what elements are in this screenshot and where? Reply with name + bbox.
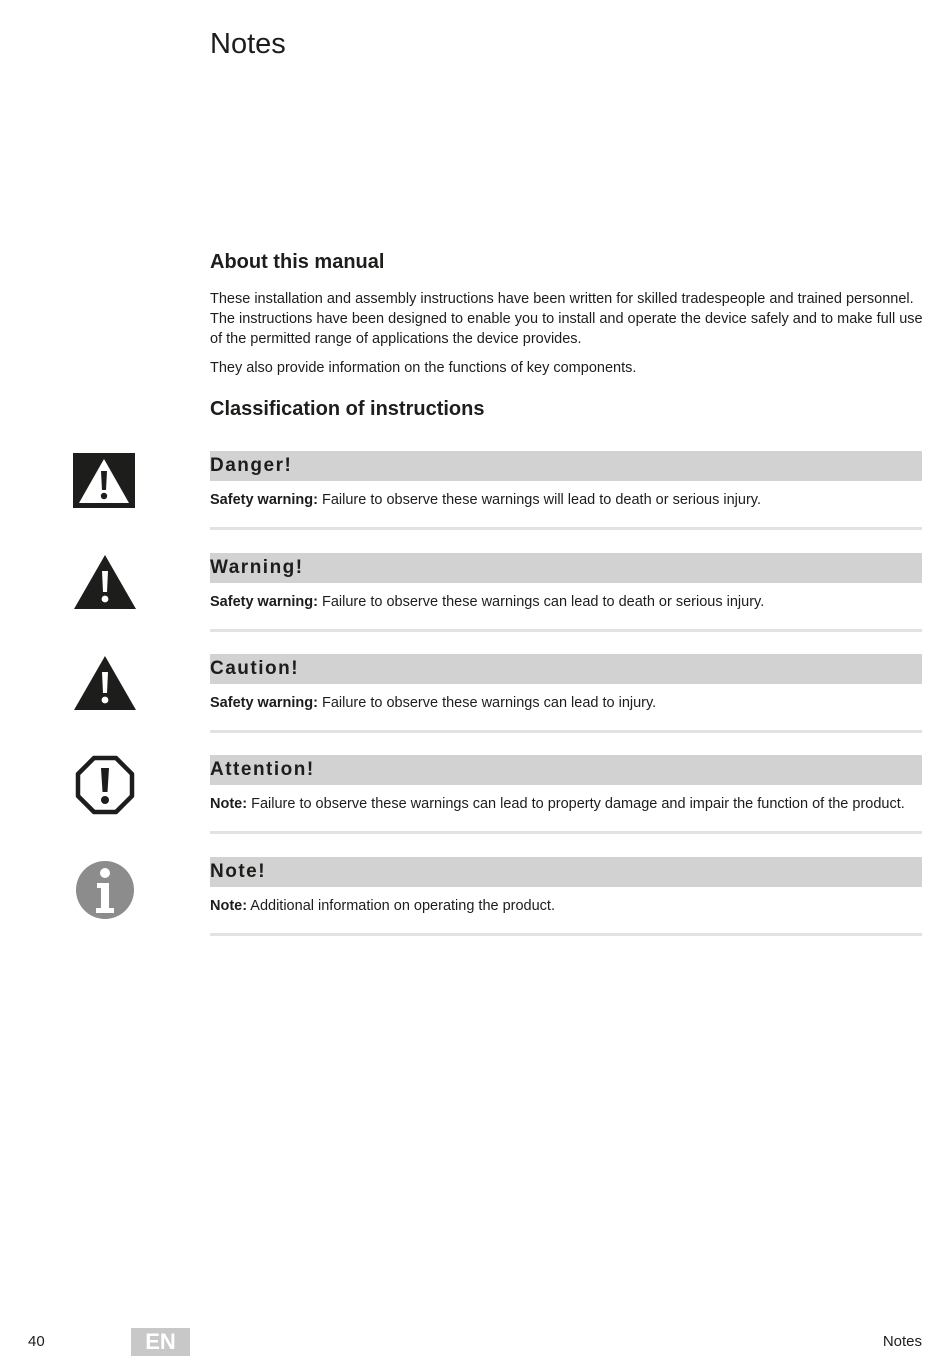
notice-bar (210, 451, 922, 481)
notice-title: Caution! (210, 658, 300, 679)
notice-label: Safety warning: (210, 492, 318, 508)
notice-bar (210, 553, 922, 583)
classification-heading: Classification of instructions (210, 398, 485, 420)
notice-bar (210, 857, 922, 887)
notice-text (210, 492, 930, 508)
notice-divider (210, 831, 922, 834)
footer-language-badge: EN (131, 1328, 190, 1356)
notice-divider (210, 527, 922, 530)
notice-divider (210, 629, 922, 632)
page-title: Notes (210, 28, 286, 60)
danger-square-warning-icon (72, 451, 138, 511)
notice-body: Failure to observe these warnings will lead to death or serious injury. (317, 492, 761, 508)
notice-label: Safety warning: (210, 594, 318, 610)
notice-divider (210, 730, 922, 733)
footer-page-number: 40 (28, 1333, 45, 1350)
notice-label: Note: (210, 796, 248, 812)
attention-octagon-icon (72, 755, 138, 815)
notice-danger (0, 451, 950, 541)
notice-body: Failure to observe these warnings can lead to injury. (317, 695, 657, 711)
caution-triangle-icon (72, 654, 138, 714)
notice-text (210, 695, 930, 711)
about-paragraph-1: These installation and assembly instructions have been written for skilled tradespeople and trained personnel. The instructions have been designed to enable you to install and operate the device safely and to make full use of the permitted range of applications the device provides. (210, 291, 923, 347)
notice-body: Additional information on operating the product. (247, 898, 555, 914)
notice-caution (0, 654, 950, 744)
notice-text (210, 898, 930, 914)
notice-title: Warning! (210, 557, 304, 578)
notice-title: Danger! (210, 455, 293, 476)
info-circle-icon (72, 858, 138, 920)
warning-triangle-icon (72, 553, 138, 613)
notice-warning (0, 553, 950, 643)
notice-bar (210, 755, 922, 785)
notice-title: Note! (210, 861, 267, 882)
notice-attention (0, 755, 950, 845)
about-paragraph-2: They also provide information on the functions of key components. (210, 360, 637, 376)
notice-body: Failure to observe these warnings can lead to death or serious injury. (317, 594, 765, 610)
about-heading: About this manual (210, 251, 385, 273)
notice-text (210, 594, 930, 610)
notice-bar (210, 654, 922, 684)
notice-label: Note: (210, 898, 248, 914)
notice-divider (210, 933, 922, 936)
notice-label: Safety warning: (210, 695, 318, 711)
notice-title: Attention! (210, 759, 315, 780)
footer-section-name: Notes (882, 1333, 922, 1350)
notice-text (210, 796, 930, 812)
notice-body: Failure to observe these warnings can lead to property damage and impair the function of the product. (247, 796, 905, 812)
notice-note (0, 857, 950, 947)
